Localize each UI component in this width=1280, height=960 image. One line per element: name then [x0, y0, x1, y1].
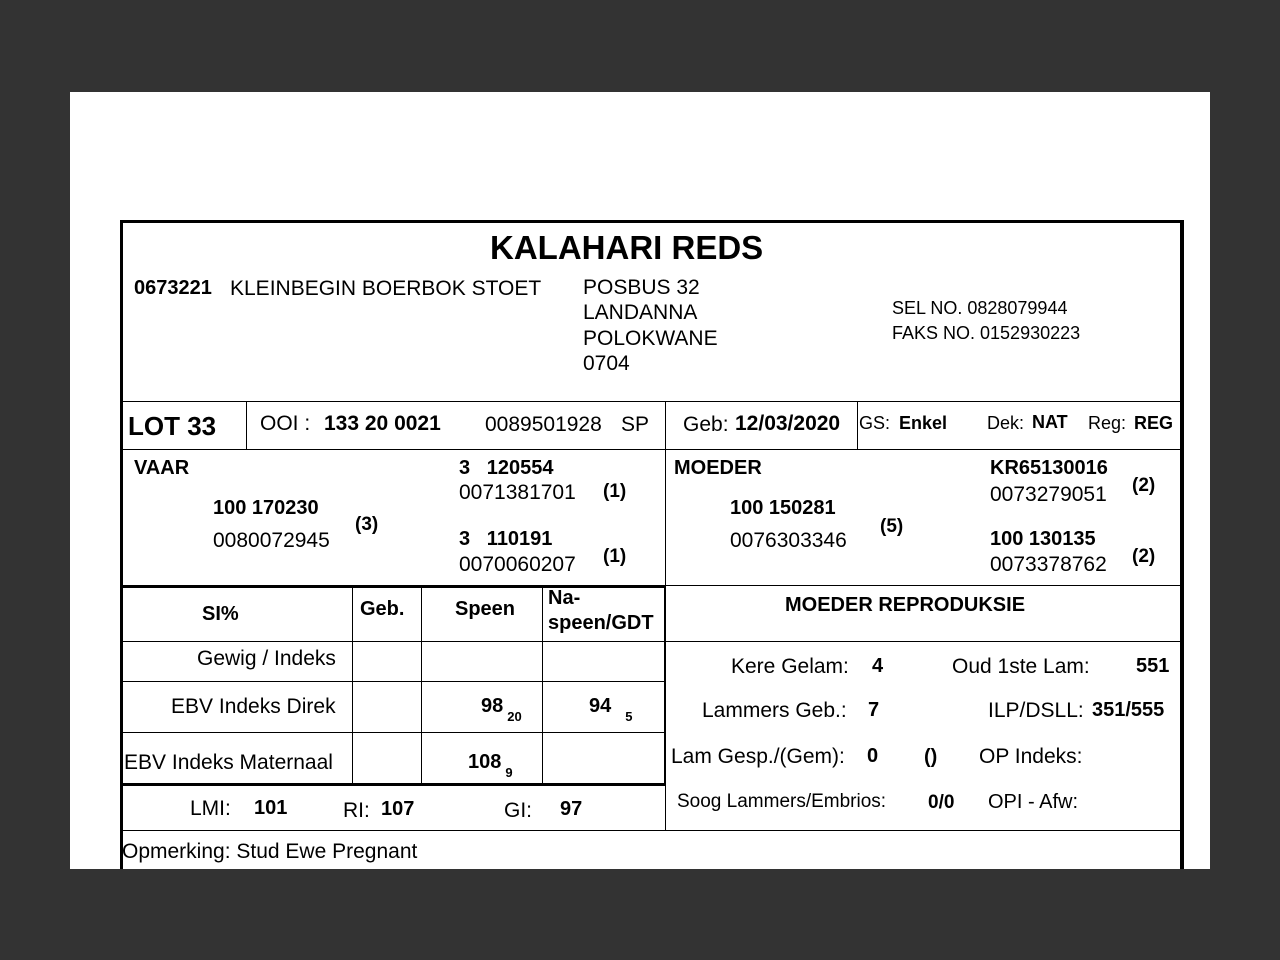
divider: [664, 585, 666, 786]
ilp-value: 351/555: [1092, 699, 1165, 721]
divider: [421, 588, 422, 784]
lammers-label: Lammers Geb.:: [702, 699, 847, 722]
sire-number: 0080072945: [213, 529, 330, 552]
sire-id: 100 170230: [213, 497, 319, 519]
sire-dam-count: (1): [603, 546, 627, 567]
ebv-direk-speen-sub: 20: [507, 709, 522, 724]
birth-label: Geb:: [683, 413, 729, 436]
gi-value: 97: [560, 798, 583, 820]
row-label-gewig: Gewig / Indeks: [197, 647, 336, 670]
divider: [542, 588, 543, 784]
oud-label: Oud 1ste Lam:: [952, 655, 1090, 678]
dam-dam-count: (2): [1132, 546, 1156, 567]
breeder-name: KLEINBEGIN BOERBOK STOET: [230, 277, 542, 300]
breeder-number: 0673221: [134, 277, 212, 299]
row-label-ebv-direk: EBV Indeks Direk: [171, 695, 336, 718]
sire-sire-count: (1): [603, 481, 627, 502]
dam-label: MOEDER: [674, 457, 762, 479]
dek-label: Dek:: [987, 413, 1025, 433]
kere-value: 4: [872, 655, 884, 677]
divider: [352, 588, 353, 784]
oud-value: 551: [1136, 655, 1170, 677]
gesp-average: (): [924, 746, 938, 768]
catalog-sheet: [70, 92, 1210, 869]
dam-dam-id: 100 130135: [990, 528, 1096, 550]
naspeen-header-line1: Na-: [548, 587, 581, 609]
naspeen-header-line2: speen/GDT: [548, 612, 654, 634]
sire-sire-id: 3 120554: [459, 457, 554, 479]
birth-date: 12/03/2020: [735, 412, 841, 435]
op-label: OP Indeks:: [979, 745, 1083, 768]
lmi-label: LMI:: [190, 797, 231, 820]
ebv-maternaal-speen-value: 108: [468, 751, 502, 773]
divider: [666, 585, 1180, 586]
lot-id-suffix: SP: [621, 413, 650, 436]
sire-count: (3): [355, 514, 379, 535]
sire-dam-id: 3 110191: [459, 528, 553, 550]
ebv-maternaal-speen: [468, 751, 513, 780]
ebv-direk-naspeen-sub: 5: [625, 709, 633, 724]
kere-label: Kere Gelam:: [731, 655, 849, 678]
dam-sire-id: KR65130016: [990, 457, 1108, 479]
gesp-label: Lam Gesp./(Gem):: [671, 745, 845, 768]
divider: [122, 585, 666, 588]
si-header: SI%: [202, 603, 239, 625]
ooi-value: 133 20 0021: [324, 412, 441, 435]
address-line: LANDANNA: [583, 301, 698, 324]
page-title: KALAHARI REDS: [490, 229, 764, 266]
address-line: POLOKWANE: [583, 327, 718, 350]
ebv-direk-speen: [481, 695, 522, 724]
dam-count: (5): [880, 516, 904, 537]
ebv-maternaal-speen-sub: 9: [505, 765, 513, 780]
divider: [122, 641, 1180, 642]
divider: [122, 830, 1180, 831]
frame-top: [120, 220, 1184, 223]
gs-value: Enkel: [899, 413, 948, 433]
soog-value: 0/0: [928, 792, 955, 813]
divider: [122, 783, 666, 786]
divider: [122, 449, 1180, 450]
address-line: 0704: [583, 352, 630, 375]
ooi-label: OOI :: [260, 412, 311, 435]
phone-number: SEL NO. 0828079944: [892, 298, 1068, 318]
sire-dam-number: 0070060207: [459, 553, 576, 576]
geb-header: Geb.: [360, 598, 405, 620]
reg-label: Reg:: [1088, 413, 1127, 433]
frame-left: [120, 220, 123, 869]
ri-label: RI:: [343, 799, 370, 822]
gi-label: GI:: [504, 799, 533, 822]
divider: [122, 401, 1180, 402]
dam-sire-number: 0073279051: [990, 483, 1107, 506]
ebv-direk-naspeen-value: 94: [589, 695, 612, 717]
dek-value: NAT: [1032, 412, 1068, 432]
lammers-value: 7: [868, 699, 880, 721]
address-line: POSBUS 32: [583, 276, 700, 299]
row-label-ebv-maternaal: EBV Indeks Maternaal: [124, 751, 333, 774]
lot-label: LOT 33: [128, 411, 217, 441]
remark-label: Opmerking:: [122, 840, 231, 863]
ilp-label: ILP/DSLL:: [988, 699, 1084, 722]
dam-number: 0076303346: [730, 529, 847, 552]
opi-label: OPI - Afw:: [988, 791, 1079, 813]
fax-number: FAKS NO. 0152930223: [892, 323, 1081, 343]
dam-sire-count: (2): [1132, 475, 1156, 496]
frame-right: [1180, 220, 1184, 869]
speen-header: Speen: [455, 598, 516, 620]
ri-value: 107: [381, 798, 415, 820]
remark: [122, 841, 417, 862]
reproduction-title: MOEDER REPRODUKSIE: [785, 594, 1026, 616]
sire-sire-number: 0071381701: [459, 481, 576, 504]
ebv-direk-speen-value: 98: [481, 695, 504, 717]
dam-id: 100 150281: [730, 497, 836, 519]
divider: [246, 401, 247, 449]
remark-value: Stud Ewe Pregnant: [236, 840, 418, 863]
gs-label: GS:: [859, 413, 891, 433]
divider: [122, 732, 665, 733]
lmi-value: 101: [254, 797, 288, 819]
dam-dam-number: 0073378762: [990, 553, 1107, 576]
divider: [122, 681, 665, 682]
lot-id-number: 0089501928: [485, 413, 602, 436]
ebv-direk-naspeen: [589, 695, 633, 724]
sire-label: VAAR: [134, 457, 190, 479]
divider: [857, 401, 858, 449]
soog-label: Soog Lammers/Embrios:: [677, 791, 887, 812]
reg-value: REG: [1134, 413, 1174, 433]
gesp-value: 0: [867, 745, 879, 767]
